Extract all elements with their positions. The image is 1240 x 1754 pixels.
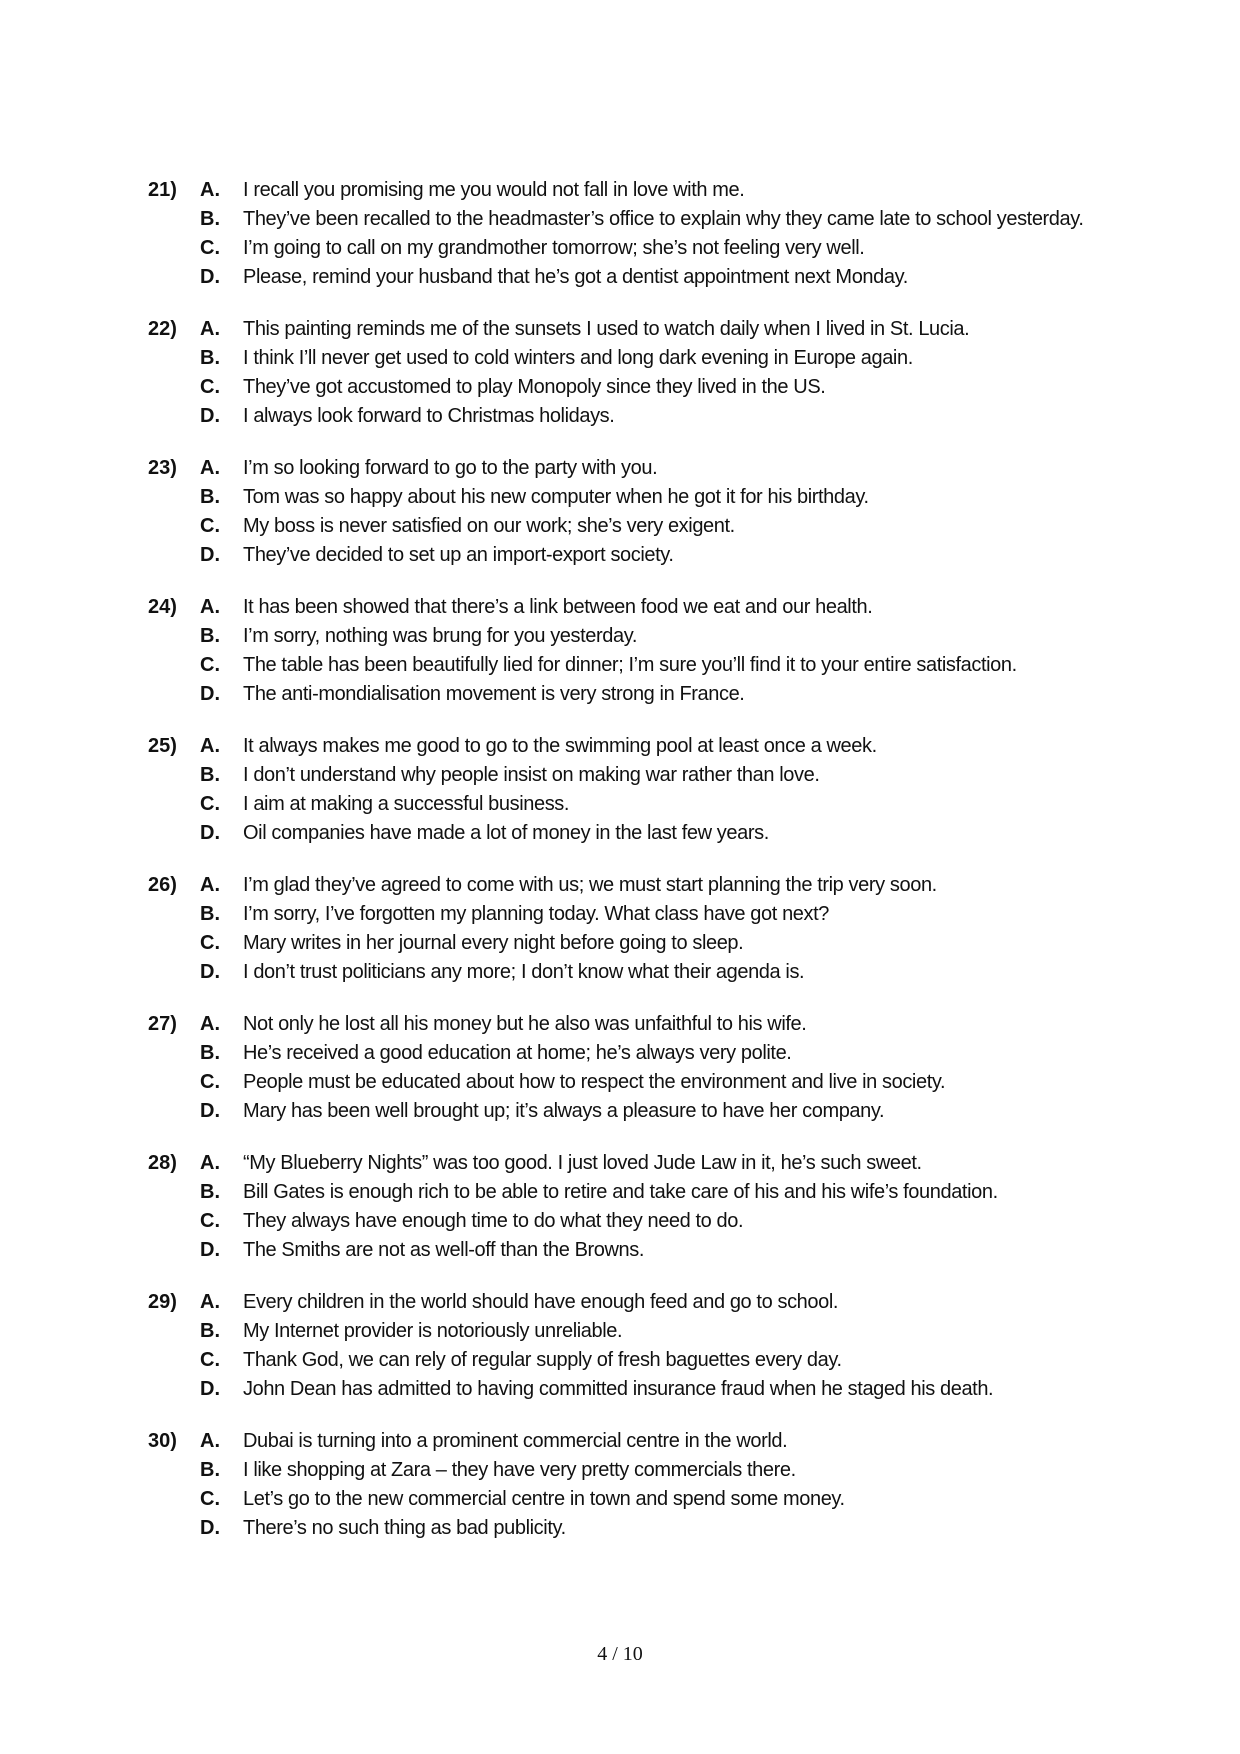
option-letter: C. xyxy=(200,932,220,954)
question-23 xyxy=(148,454,1188,570)
option-text: “My Blueberry Nights” was too good. I just loved Jude Law in it, he’s such sweet. xyxy=(243,1152,922,1174)
question-27 xyxy=(148,1010,1188,1126)
option-b xyxy=(200,1039,1188,1068)
option-text: The Smiths are not as well-off than the Browns. xyxy=(243,1239,645,1261)
option-text: They always have enough time to do what they need to do. xyxy=(243,1210,744,1232)
option-c xyxy=(200,929,1188,958)
option-list xyxy=(200,315,1188,431)
question-29 xyxy=(148,1288,1188,1404)
option-d xyxy=(200,819,1188,848)
option-letter: D. xyxy=(200,1517,220,1539)
option-text: Please, remind your husband that he’s got a dentist appointment next Monday. xyxy=(243,266,908,288)
question-24 xyxy=(148,593,1188,709)
option-text: Dubai is turning into a prominent commercial centre in the world. xyxy=(243,1430,788,1452)
option-text: People must be educated about how to respect the environment and live in society. xyxy=(243,1071,946,1093)
option-letter: A. xyxy=(200,1291,220,1313)
option-letter: C. xyxy=(200,376,220,398)
option-text: Every children in the world should have enough feed and go to school. xyxy=(243,1291,839,1313)
option-d xyxy=(200,1236,1188,1265)
option-text: There’s no such thing as bad publicity. xyxy=(243,1517,566,1539)
option-list xyxy=(200,732,1188,848)
option-text: I don’t trust politicians any more; I don’t know what their agenda is. xyxy=(243,961,805,983)
option-a xyxy=(200,1288,1188,1317)
question-number: 30) xyxy=(148,1430,177,1452)
option-text: Not only he lost all his money but he also was unfaithful to his wife. xyxy=(243,1013,807,1035)
option-d xyxy=(200,402,1188,431)
question-number: 26) xyxy=(148,874,177,896)
option-a xyxy=(200,454,1188,483)
option-letter: D. xyxy=(200,1239,220,1261)
question-26 xyxy=(148,871,1188,987)
option-a xyxy=(200,1427,1188,1456)
option-text: They’ve decided to set up an import-export society. xyxy=(243,544,674,566)
page-number: 4 / 10 xyxy=(597,1643,643,1665)
option-text: The table has been beautifully lied for dinner; I’m sure you’ll find it to your entire satisfaction. xyxy=(243,654,1017,676)
option-text: The anti-mondialisation movement is very strong in France. xyxy=(243,683,745,705)
option-text: I like shopping at Zara – they have very pretty commercials there. xyxy=(243,1459,796,1481)
option-letter: B. xyxy=(200,903,220,925)
option-text: I’m going to call on my grandmother tomorrow; she’s not feeling very well. xyxy=(243,237,865,259)
option-letter: C. xyxy=(200,1349,220,1371)
question-number: 25) xyxy=(148,735,177,757)
option-letter: D. xyxy=(200,544,220,566)
option-letter: C. xyxy=(200,1488,220,1510)
option-text: I’m glad they’ve agreed to come with us; we must start planning the trip very soon. xyxy=(243,874,937,896)
option-c xyxy=(200,790,1188,819)
option-text: I aim at making a successful business. xyxy=(243,793,570,815)
option-text: Mary has been well brought up; it’s always a pleasure to have her company. xyxy=(243,1100,885,1122)
option-letter: A. xyxy=(200,1152,220,1174)
option-letter: D. xyxy=(200,1100,220,1122)
option-d xyxy=(200,541,1188,570)
option-text: I’m sorry, I’ve forgotten my planning today. What class have got next? xyxy=(243,903,829,925)
question-28 xyxy=(148,1149,1188,1265)
option-letter: D. xyxy=(200,683,220,705)
question-number: 22) xyxy=(148,318,177,340)
option-text: Tom was so happy about his new computer when he got it for his birthday. xyxy=(243,486,869,508)
option-b xyxy=(200,1456,1188,1485)
option-letter: A. xyxy=(200,874,220,896)
option-letter: D. xyxy=(200,405,220,427)
option-letter: A. xyxy=(200,457,220,479)
option-letter: C. xyxy=(200,654,220,676)
option-text: Thank God, we can rely of regular supply of fresh baguettes every day. xyxy=(243,1349,842,1371)
option-b xyxy=(200,761,1188,790)
option-b xyxy=(200,1317,1188,1346)
question-22 xyxy=(148,315,1188,431)
option-letter: B. xyxy=(200,1181,220,1203)
option-text: Oil companies have made a lot of money in the last few years. xyxy=(243,822,769,844)
option-c xyxy=(200,1207,1188,1236)
option-letter: C. xyxy=(200,515,220,537)
option-b xyxy=(200,1178,1188,1207)
question-30 xyxy=(148,1427,1188,1543)
option-b xyxy=(200,344,1188,373)
option-list xyxy=(200,1010,1188,1126)
option-letter: A. xyxy=(200,318,220,340)
option-letter: A. xyxy=(200,1430,220,1452)
option-letter: B. xyxy=(200,486,220,508)
question-25 xyxy=(148,732,1188,848)
question-number: 24) xyxy=(148,596,177,618)
option-letter: A. xyxy=(200,1013,220,1035)
option-d xyxy=(200,263,1188,292)
question-number: 27) xyxy=(148,1013,177,1035)
option-list xyxy=(200,871,1188,987)
question-number: 28) xyxy=(148,1152,177,1174)
question-21 xyxy=(148,176,1188,292)
option-b xyxy=(200,483,1188,512)
option-list xyxy=(200,1149,1188,1265)
option-text: He’s received a good education at home; he’s always very polite. xyxy=(243,1042,792,1064)
question-list xyxy=(148,176,1188,1543)
option-b xyxy=(200,205,1188,234)
option-c xyxy=(200,512,1188,541)
option-letter: D. xyxy=(200,961,220,983)
option-d xyxy=(200,958,1188,987)
option-text: I think I’ll never get used to cold winters and long dark evening in Europe again. xyxy=(243,347,913,369)
option-letter: C. xyxy=(200,1210,220,1232)
option-c xyxy=(200,373,1188,402)
option-a xyxy=(200,176,1188,205)
option-text: They’ve been recalled to the headmaster’s office to explain why they came late to school yesterday. xyxy=(243,208,1084,230)
option-letter: A. xyxy=(200,735,220,757)
option-a xyxy=(200,1149,1188,1178)
option-text: I’m so looking forward to go to the party with you. xyxy=(243,457,658,479)
option-list xyxy=(200,454,1188,570)
option-text: It has been showed that there’s a link between food we eat and our health. xyxy=(243,596,873,618)
option-letter: B. xyxy=(200,208,220,230)
option-c xyxy=(200,1068,1188,1097)
option-letter: D. xyxy=(200,1378,220,1400)
option-text: I’m sorry, nothing was brung for you yesterday. xyxy=(243,625,637,647)
question-number: 21) xyxy=(148,179,177,201)
option-letter: B. xyxy=(200,1042,220,1064)
option-a xyxy=(200,1010,1188,1039)
option-c xyxy=(200,234,1188,263)
option-letter: B. xyxy=(200,1320,220,1342)
option-a xyxy=(200,732,1188,761)
option-list xyxy=(200,593,1188,709)
question-number: 23) xyxy=(148,457,177,479)
option-text: Let’s go to the new commercial centre in town and spend some money. xyxy=(243,1488,845,1510)
option-d xyxy=(200,1097,1188,1126)
option-text: My boss is never satisfied on our work; she’s very exigent. xyxy=(243,515,735,537)
option-list xyxy=(200,1288,1188,1404)
option-letter: B. xyxy=(200,764,220,786)
option-letter: B. xyxy=(200,347,220,369)
option-letter: C. xyxy=(200,793,220,815)
option-letter: D. xyxy=(200,266,220,288)
option-list xyxy=(200,1427,1188,1543)
option-b xyxy=(200,900,1188,929)
option-text: I don’t understand why people insist on making war rather than love. xyxy=(243,764,820,786)
option-d xyxy=(200,1514,1188,1543)
option-text: I always look forward to Christmas holidays. xyxy=(243,405,615,427)
question-number: 29) xyxy=(148,1291,177,1313)
option-c xyxy=(200,651,1188,680)
option-list xyxy=(200,176,1188,292)
option-letter: B. xyxy=(200,625,220,647)
option-text: They’ve got accustomed to play Monopoly since they lived in the US. xyxy=(243,376,826,398)
option-text: This painting reminds me of the sunsets I used to watch daily when I lived in St. Lucia. xyxy=(243,318,970,340)
option-a xyxy=(200,871,1188,900)
option-text: It always makes me good to go to the swimming pool at least once a week. xyxy=(243,735,877,757)
option-b xyxy=(200,622,1188,651)
option-c xyxy=(200,1346,1188,1375)
option-letter: C. xyxy=(200,237,220,259)
option-letter: D. xyxy=(200,822,220,844)
option-letter: B. xyxy=(200,1459,220,1481)
option-text: My Internet provider is notoriously unreliable. xyxy=(243,1320,623,1342)
option-a xyxy=(200,315,1188,344)
option-letter: A. xyxy=(200,596,220,618)
option-text: John Dean has admitted to having committed insurance fraud when he staged his death. xyxy=(243,1378,994,1400)
option-text: Bill Gates is enough rich to be able to retire and take care of his and his wife’s foundation. xyxy=(243,1181,998,1203)
option-a xyxy=(200,593,1188,622)
option-c xyxy=(200,1485,1188,1514)
option-d xyxy=(200,1375,1188,1404)
option-text: I recall you promising me you would not fall in love with me. xyxy=(243,179,745,201)
option-letter: C. xyxy=(200,1071,220,1093)
option-letter: A. xyxy=(200,179,220,201)
option-text: Mary writes in her journal every night before going to sleep. xyxy=(243,932,744,954)
option-d xyxy=(200,680,1188,709)
